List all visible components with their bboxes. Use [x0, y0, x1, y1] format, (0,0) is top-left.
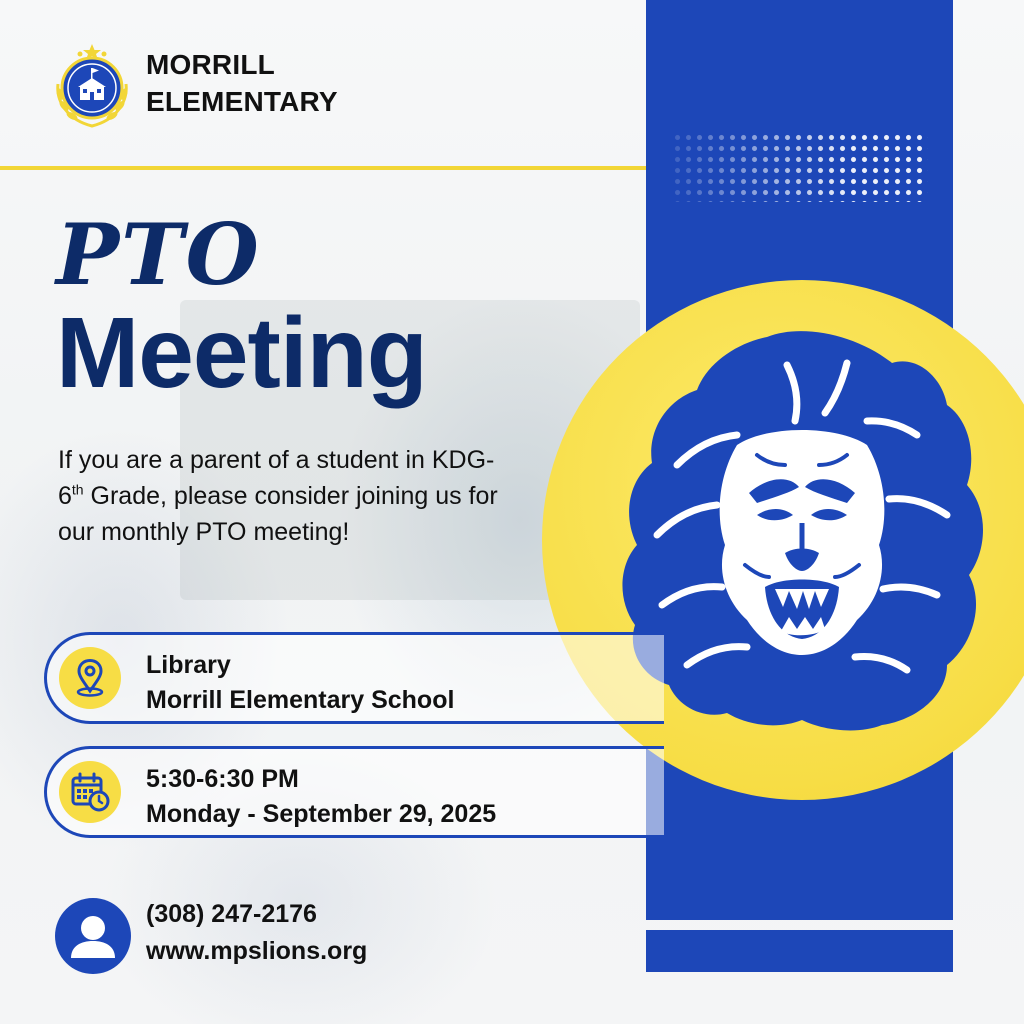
time-line1: 5:30-6:30 PM [146, 765, 299, 793]
title-pto: PTO [56, 205, 261, 304]
location-card [44, 632, 664, 724]
contact-text [146, 896, 367, 970]
school-name-line2: ELEMENTARY [146, 86, 338, 117]
blue-bottom-bar [646, 930, 953, 972]
location-line1: Library [146, 651, 231, 679]
location-pin-icon [73, 659, 107, 697]
calendar-clock-icon [70, 772, 110, 812]
school-name [146, 46, 338, 120]
location-icon-circle [59, 647, 121, 709]
intro-text [58, 442, 498, 550]
title-meeting: Meeting [56, 297, 427, 409]
location-text [146, 648, 454, 718]
user-icon [55, 898, 131, 974]
time-icon-circle [59, 761, 121, 823]
intro-superscript: th [71, 481, 84, 498]
location-line2: Morrill Elementary School [146, 686, 455, 714]
dot-pattern [672, 132, 928, 202]
intro-part1: If you are a parent of a student in KDG-6 [58, 446, 495, 510]
contact-icon-circle [55, 898, 131, 974]
time-card [44, 746, 664, 838]
intro-part2: Grade, please consider joining us for our monthly PTO meeting! [58, 482, 498, 546]
lion-head-icon [617, 325, 987, 735]
header-divider [0, 166, 646, 170]
school-name-line1: MORRILL [146, 49, 275, 80]
time-text [146, 762, 496, 832]
contact-phone: (308) 247-2176 [146, 900, 317, 928]
contact-website: www.mpslions.org [146, 937, 368, 965]
school-crest-icon [50, 42, 134, 132]
time-line2: Monday - September 29, 2025 [146, 800, 497, 828]
